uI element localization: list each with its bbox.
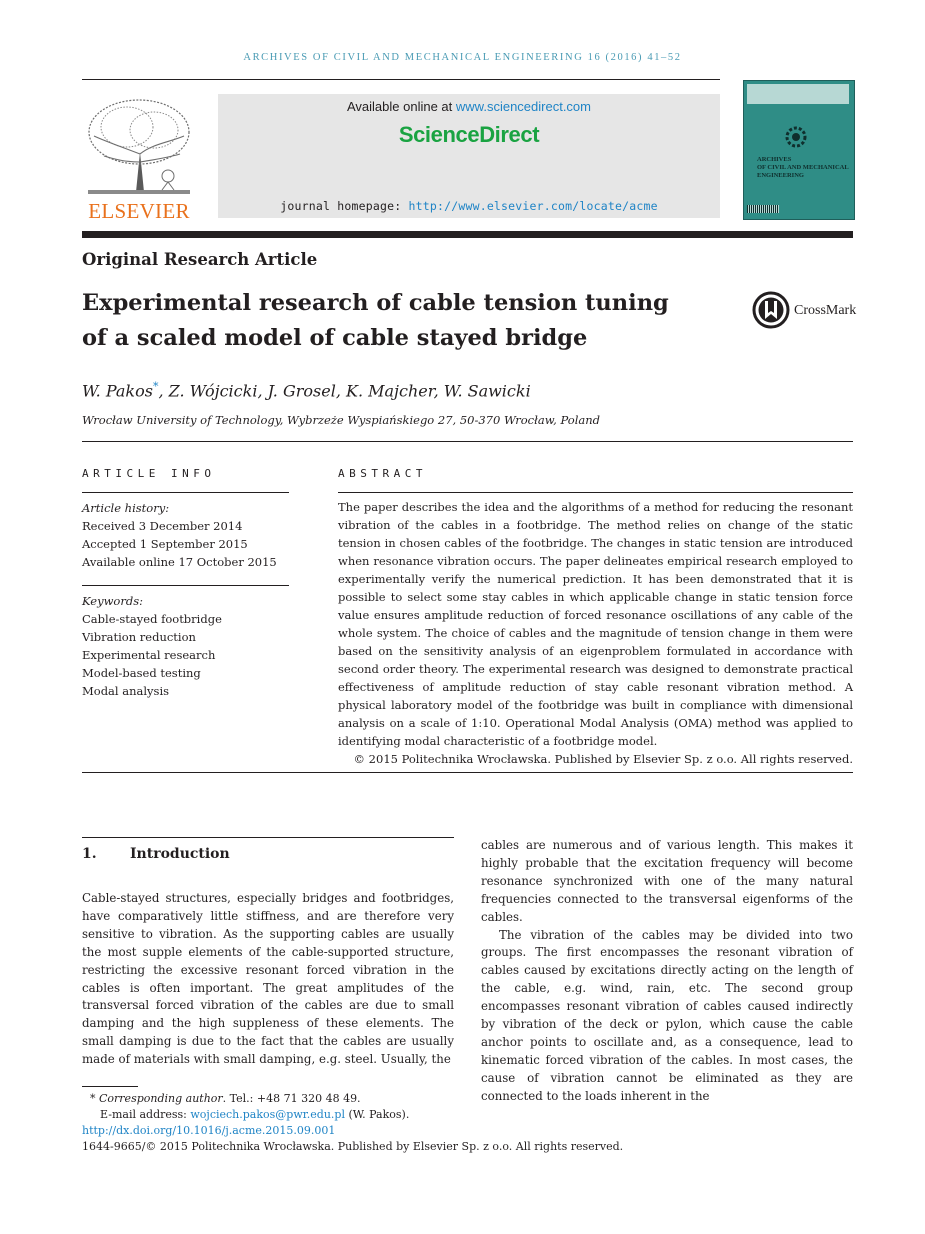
author-list <box>82 380 531 400</box>
cover-title-line: ENGINEERING <box>757 172 804 179</box>
intro-paragraph: The vibration of the cables may be divided into two groups. The first encompasses the resonant vibration of cables caused by excitations directly acting on the length of the cable, e.g. wind, rain, etc. The second group encompasses resonant vibration of cables caused indirectly by vibration of the deck or pylon, which cause the cable anchor points to oscillate and, as a consequence, lead to kinematic forced vibration of the cables. In most cases, the cause of vibration cannot be eliminated as they are connected to the loads inherent in the <box>481 927 853 1103</box>
abstract-end-rule <box>82 772 853 773</box>
article-type: Original Research Article <box>82 250 318 269</box>
intro-paragraph: cables are numerous and of various length. This makes it highly probable that the excitation frequency will become resonance synchronized with one of the many natural frequencies connected to the transversal eigenforms of the cables. <box>481 838 853 924</box>
author-name: W. Pakos <box>82 381 153 401</box>
doi-link[interactable]: http://dx.doi.org/10.1016/j.acme.2015.09.001 <box>82 1124 336 1137</box>
abstract-copyright: © 2015 Politechnika Wrocławska. Published by Elsevier Sp. z o.o. All rights reserved. <box>353 752 853 766</box>
header-thick-rule <box>82 231 853 238</box>
intro-paragraph: Cable-stayed structures, especially bridges and footbridges, have comparatively little stiffness, and are therefore very sensitive to vibration. As the supporting cables are usually the most supple elements of the cable-supported structure, restricting the excessive resonant forced vibration in the cables is often important. The great amplitudes of the transversal forced vibration of the cables are due to small damping and the high suppleness of these elements. The small damping is due to the fact that the cables are usually made of materials with small damping, e.g. steel. Usually, the <box>82 891 454 1067</box>
corresponding-footnote <box>82 1091 853 1107</box>
gear-icon <box>781 122 811 152</box>
article-info-heading: ARTICLE INFO <box>82 467 216 480</box>
accepted-date: Accepted 1 September 2015 <box>82 537 248 551</box>
footnote-mark: * <box>90 1092 96 1105</box>
section-heading <box>82 846 230 862</box>
article-title-line: of a scaled model of cable stayed bridge <box>82 325 588 351</box>
left-column <box>82 890 454 1069</box>
keyword: Modal analysis <box>82 684 170 698</box>
email-owner: (W. Pakos). <box>344 1108 410 1121</box>
article-title-line: Experimental research of cable tension tuning <box>82 290 669 316</box>
section-number: 1. <box>82 846 97 862</box>
abstract-heading: ABSTRACT <box>338 467 427 480</box>
header-rule <box>82 79 720 80</box>
section-title: Introduction <box>130 846 230 862</box>
email-footnote <box>82 1107 853 1123</box>
cover-header-strip <box>747 84 849 104</box>
received-date: Received 3 December 2014 <box>82 519 243 533</box>
corresponding-label: Corresponding author <box>99 1092 223 1105</box>
crossmark-icon[interactable] <box>752 291 790 329</box>
keyword: Model-based testing <box>82 666 201 680</box>
sciencedirect-link[interactable]: www.sciencedirect.com <box>455 99 591 114</box>
corresponding-author-mark[interactable]: * <box>152 380 159 393</box>
footnote-rule <box>82 1086 138 1087</box>
issn-line: 1644-9665/© 2015 Politechnika Wrocławska. Published by Elsevier Sp. z o.o. All rights reserved. <box>82 1140 624 1153</box>
article-info-rule <box>82 492 289 493</box>
journal-homepage-link[interactable]: http://www.elsevier.com/locate/acme <box>408 199 658 213</box>
authors-rule <box>82 441 853 442</box>
available-online-label: Available online at <box>346 99 456 114</box>
intro-rule <box>82 837 454 838</box>
keyword: Vibration reduction <box>82 630 196 644</box>
article-title <box>82 286 702 356</box>
keyword: Experimental research <box>82 648 216 662</box>
online-date: Available online 17 October 2015 <box>82 555 277 569</box>
keywords-label: Keywords: <box>82 594 143 608</box>
keyword: Cable-stayed footbridge <box>82 612 222 626</box>
article-history <box>82 499 292 571</box>
abstract-rule <box>338 492 853 493</box>
available-online-line <box>218 99 720 114</box>
abstract-text: The paper describes the idea and the algorithms of a method for reducing the resonant vibration of the cables in a footbridge. The method relies on change of the static tension in chosen cables of the footbridge. The changes in static tension are introduced when resonance vibration occurs. The paper delineates empirical research employed to experimentally verify the numerical prediction. It has been demonstrated that it is possible to select some stay cables in which applicable change in static tension force value ensures amplitude reduction of forced resonance oscillations of any cable of the whole system. The choice of cables and the magnitude of tension change in them were based on the sensitivity analysis of an eigenproblem formulated in accordance with second order theory. The experimental research was designed to demonstrate practical effectiveness of amplitude reduction of stay cable resonant vibration method. A physical laboratory model of the footbridge was built in compliance with dimensional analysis on a scale of 1:10. Operational Modal Analysis (OMA) method was applied to identifying modal characteristic of a footbridge model. <box>338 500 853 748</box>
email-label: E-mail address: <box>100 1108 191 1121</box>
corresponding-phone: . Tel.: +48 71 320 48 49. <box>222 1092 361 1105</box>
author-names: , Z. Wójcicki, J. Grosel, K. Majcher, W. Sawicki <box>158 381 531 401</box>
journal-homepage-line <box>218 199 720 213</box>
elsevier-wordmark: ELSEVIER <box>88 199 190 223</box>
cover-barcode <box>747 205 779 213</box>
keywords-rule <box>82 585 289 586</box>
journal-running-head: ARCHIVES OF CIVIL AND MECHANICAL ENGINEERING 16 (2016) 41–52 <box>243 52 682 63</box>
right-column <box>481 837 853 1106</box>
sciencedirect-logo: ScienceDirect <box>398 122 540 147</box>
cover-title <box>757 156 849 180</box>
history-label: Article history: <box>82 501 170 515</box>
cover-title-line: OF CIVIL AND MECHANICAL <box>757 164 849 171</box>
abstract-body <box>338 498 853 768</box>
affiliation: Wrocław University of Technology, Wybrzeże Wyspiańskiego 27, 50-370 Wrocław, Poland <box>82 413 600 427</box>
email-link[interactable]: wojciech.pakos@pwr.edu.pl <box>190 1108 345 1121</box>
cover-title-line: ARCHIVES <box>757 156 792 163</box>
footnotes <box>82 1091 853 1155</box>
crossmark-label[interactable]: CrossMark <box>794 303 857 318</box>
keywords-block <box>82 592 292 700</box>
journal-homepage-label: journal homepage: <box>280 199 409 213</box>
